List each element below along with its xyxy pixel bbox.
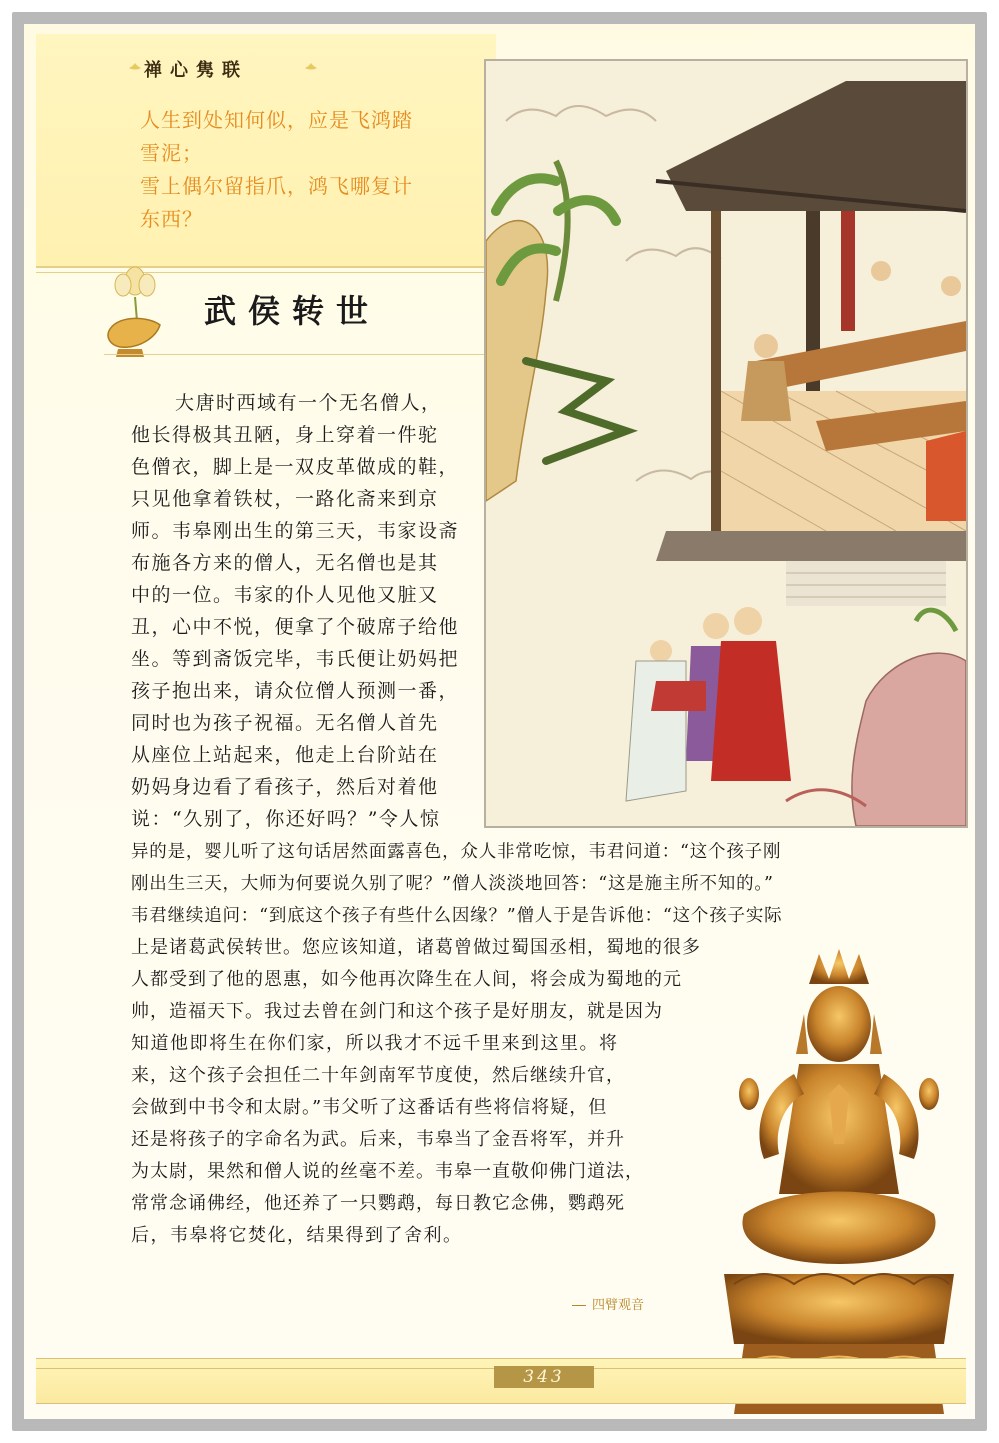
- body-line: 从座位上站起来，他走上台阶站在: [131, 744, 439, 766]
- body-line: 他长得极其丑陋，身上穿着一件驼: [131, 424, 439, 446]
- couplet-line: 东西？: [140, 207, 203, 231]
- figure-caption: [572, 1294, 644, 1313]
- article-title: 武侯转世: [204, 292, 381, 330]
- section-title: 禅心隽联: [144, 60, 248, 81]
- book-page: [24, 24, 975, 1419]
- guanyin-statue-image: [704, 944, 974, 1419]
- body-line: 坐。等到斋饭完毕，韦氏便让奶妈把: [131, 648, 460, 670]
- body-line: 帅，造福天下。我过去曾在剑门和这个孩子是好朋友，就是因为: [131, 1001, 663, 1022]
- title-divider: [104, 354, 486, 355]
- body-line: 只见他拿着铁杖，一路化斋来到京: [131, 488, 439, 510]
- lotus-icon: [304, 62, 318, 72]
- body-line: 说：“久别了，你还好吗？”令人惊: [131, 808, 441, 830]
- body-line: 刚出生三天，大师为何要说久别了呢？”僧人淡淡地回答：“这是施主所不知的。”: [131, 874, 774, 894]
- body-line: 孩子抱出来，请众位僧人预测一番，: [131, 680, 460, 702]
- body-line: 丑，心中不悦，便拿了个破席子给他: [131, 616, 460, 638]
- body-line: 大唐时西域有一个无名僧人，: [175, 392, 442, 414]
- body-line: 韦君继续追问：“到底这个孩子有些什么因缘？”僧人于是告诉他：“这个孩子实际: [131, 906, 783, 926]
- caption-text: 四臂观音: [592, 1298, 645, 1313]
- painting-illustration: [486, 61, 966, 826]
- couplet-line: 雪泥；: [140, 141, 203, 165]
- body-line: 后，韦皋将它焚化，结果得到了舍利。: [131, 1225, 463, 1246]
- body-line: 知道他即将生在你们家，所以我才不远千里来到这里。将: [131, 1033, 619, 1054]
- couplet-box: [36, 34, 496, 268]
- body-line: 还是将孩子的字命名为武。后来，韦皋当了金吾将军，并升: [131, 1129, 625, 1150]
- couplet-line: 人生到处知何似，应是飞鸿踏: [140, 108, 413, 132]
- couplet-line: 雪上偶尔留指爪，鸿飞哪复计: [140, 174, 413, 198]
- body-line: 会做到中书令和太尉。”韦父听了这番话有些将信将疑，但: [131, 1097, 608, 1118]
- temple-painting: [484, 59, 968, 828]
- body-line: 师。韦皋刚出生的第三天，韦家设斋: [131, 520, 460, 542]
- body-line: 上是诸葛武侯转世。您应该知道，诸葛曾做过蜀国丞相，蜀地的很多: [131, 937, 701, 958]
- body-line: 为太尉，果然和僧人说的丝毫不差。韦皋一直敬仰佛门道法，: [131, 1161, 644, 1182]
- lotus-icon: [128, 62, 142, 72]
- page-number: 343: [494, 1366, 594, 1388]
- body-line: 中的一位。韦家的仆人见他又脏又: [131, 584, 439, 606]
- body-line: 布施各方来的僧人，无名僧也是其: [131, 552, 439, 574]
- caption-dash: [572, 1305, 586, 1306]
- body-line: 同时也为孩子祝福。无名僧人首先: [131, 712, 439, 734]
- couplet-text: [140, 104, 485, 236]
- body-line: 奶妈身边看了看孩子，然后对着他: [131, 776, 439, 798]
- body-line: 常常念诵佛经，他还养了一只鹦鹉，每日教它念佛，鹦鹉死: [131, 1193, 625, 1214]
- body-line: 色僧衣，脚上是一双皮革做成的鞋，: [131, 456, 460, 478]
- body-line: 异的是，婴儿听了这句话居然面露喜色，众人非常吃惊，韦君问道：“这个孩子刚: [131, 842, 782, 862]
- body-line: 来，这个孩子会担任二十年剑南军节度使，然后继续升官，: [131, 1065, 625, 1086]
- hand-lotus-icon: [90, 259, 180, 359]
- body-line: 人都受到了他的恩惠，如今他再次降生在人间，将会成为蜀地的元: [131, 969, 682, 990]
